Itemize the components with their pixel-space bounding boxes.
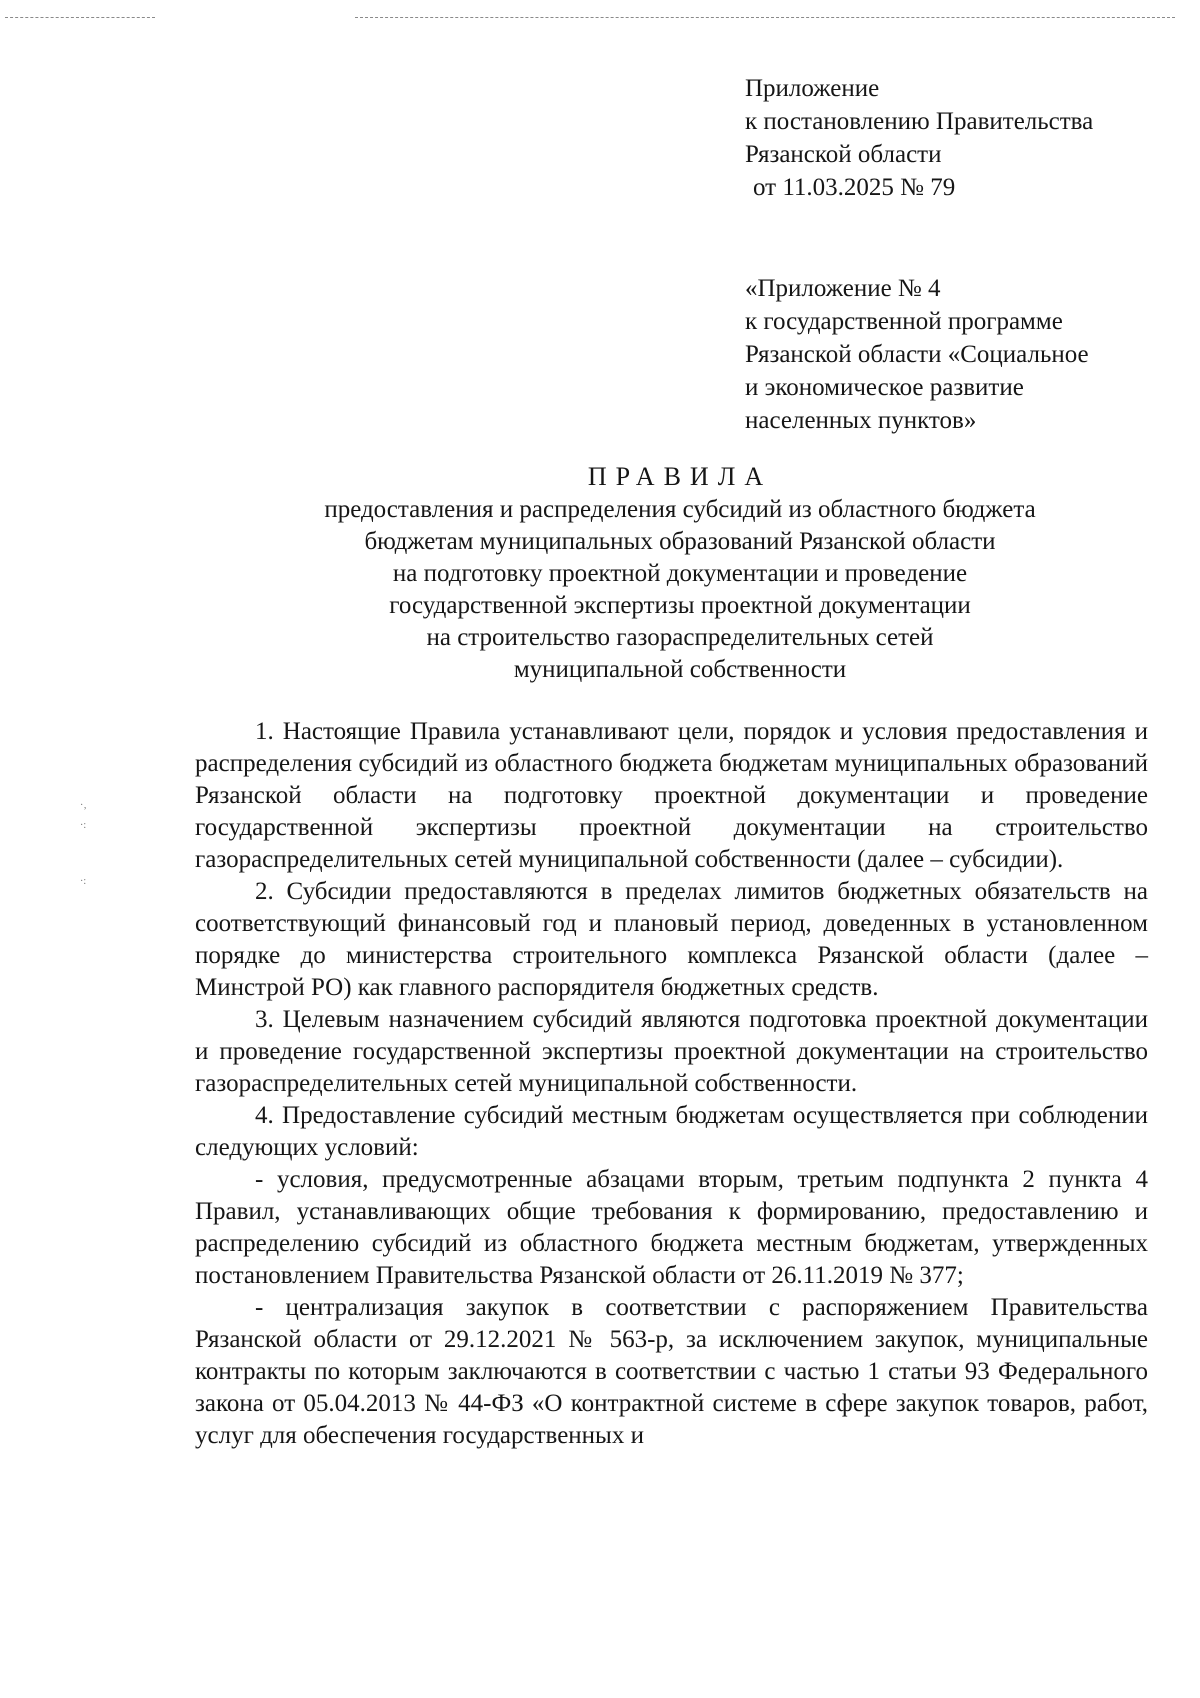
appendix-header (745, 72, 1093, 204)
paragraph-2: 2. Субсидии предоставляются в пределах лимитов бюджетных обязательств на соответствующий финансовый год и плановый период, доведенных в установленном порядке до министерства строительного комплекса Рязанской области (далее – Минстрой РО) как главного распорядителя бюджетных средств. (195, 878, 1148, 1001)
condition-item: - условия, предусмотренные абзацами вторым, третьим подпункта 2 пункта 4 Правил, устанавливающих общие требования к формированию, предоставлению и распределению субсидий из областного бюджета местным бюджетам, утвержденных постановлением Правительства Рязанской области от 26.11.2019 № 377; (195, 1166, 1148, 1289)
document-title (160, 460, 1200, 686)
program-header-line: Рязанской области «Социальное (745, 341, 1089, 368)
title-word: ПРАВИЛА (587, 462, 773, 491)
paragraph-1: 1. Настоящие Правила устанавливают цели, порядок и условия предоставления и распределения субсидий из областного бюджета бюджетам муниципальных образований Рязанской области на подготовку проектной документации и проведение государственной экспертизы проектной документации на строительство газораспределительных сетей муниципальной собственности (далее – субсидии). (195, 718, 1148, 873)
program-header-line: к государственной программе (745, 308, 1063, 335)
scan-edge-line (355, 17, 1175, 19)
paragraph-3: 3. Целевым назначением субсидий являются подготовка проектной документации и проведение государственной экспертизы проектной документации на строительство газораспределительных сетей муниципальной собственности. (195, 1006, 1148, 1097)
program-appendix-header (745, 272, 1089, 437)
program-header-line: населенных пунктов» (745, 407, 977, 434)
program-header-line: и экономическое развитие (745, 374, 1024, 401)
appendix-header-line: к постановлению Правительства (745, 108, 1094, 135)
scan-edge-line (5, 17, 155, 19)
title-subtitle-line: предоставления и распределения субсидий из областного бюджета (324, 496, 1036, 523)
scan-mark: ·: (80, 820, 87, 831)
title-subtitle-line: на строительство газораспределительных сетей (426, 624, 934, 651)
title-subtitle-line: бюджетам муниципальных образований Рязанской области (364, 528, 996, 555)
title-subtitle-line: на подготовку проектной документации и проведение (392, 560, 968, 587)
paragraph-4: 4. Предоставление субсидий местным бюджетам осуществляется при соблюдении следующих условий: (195, 1102, 1148, 1161)
condition-item: - централизация закупок в соответствии с распоряжением Правительства Рязанской области от 29.12.2021 № 563-р, за исключением закупок, муниципальные контракты по которым заключаются в соответствии с частью 1 статьи 93 Федерального закона от 05.04.2013 № 44-ФЗ «О контрактной системе в сфере закупок товаров, работ, услуг для обеспечения государственных и (195, 1294, 1148, 1449)
appendix-header-line: Приложение (745, 75, 880, 102)
title-subtitle-line: государственной экспертизы проектной документации (389, 592, 971, 619)
scan-mark: ·: (80, 876, 87, 887)
scan-mark: ·‚ (80, 800, 87, 811)
program-header-line: «Приложение № 4 (745, 275, 941, 302)
appendix-header-date: от 11.03.2025 № 79 (753, 174, 956, 201)
appendix-header-line: Рязанской области (745, 141, 942, 168)
title-subtitle-line: муниципальной собственности (513, 656, 847, 683)
document-body (195, 716, 1148, 1452)
